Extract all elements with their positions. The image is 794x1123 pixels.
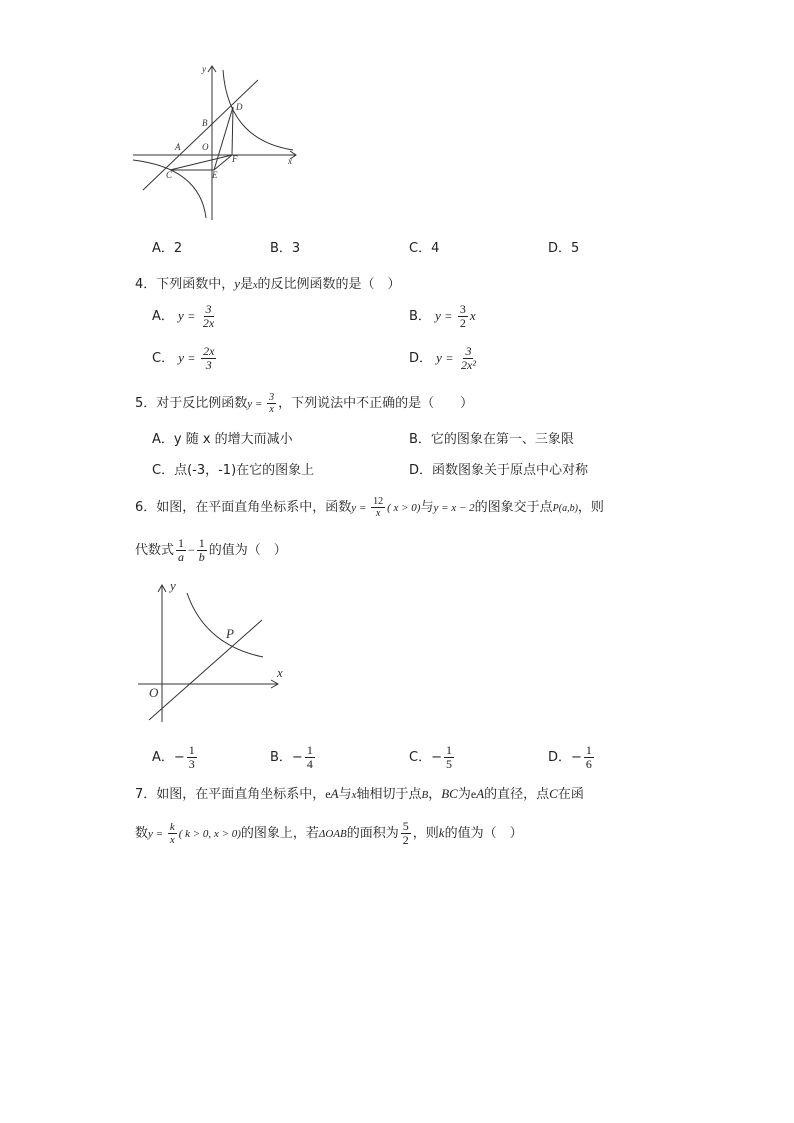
q5-option-b: B．它的图象在第一、三象限 — [409, 432, 574, 447]
label-x: x — [288, 156, 292, 166]
q3-option-d: D．5 — [548, 241, 580, 256]
q7-t5: 的直径，点 — [484, 787, 550, 802]
q7-c1: C — [549, 786, 558, 801]
q4-option-d — [409, 345, 480, 372]
q5-den: x — [269, 404, 274, 415]
line-cd — [143, 80, 258, 190]
label-O: O — [202, 142, 209, 152]
q7-k: k — [438, 825, 445, 840]
q5-option-d: D．函数图象关于原点中心对称 — [409, 463, 589, 478]
figure-hyperbola-line — [128, 60, 303, 225]
q4-c-fraction — [201, 345, 216, 372]
q4-a-label: A． — [152, 309, 174, 324]
q4-stem-y: y — [234, 276, 241, 291]
q6-fraction — [371, 496, 385, 519]
q6-d-num: 1 — [585, 743, 592, 757]
segment-de — [214, 107, 233, 170]
q4-stem-x: x — [253, 280, 258, 291]
q6-b-den: 4 — [306, 757, 313, 771]
q4-b-num: 3 — [459, 302, 466, 316]
q5-fn: y = — [247, 398, 266, 410]
q6-f1-den: a — [178, 550, 185, 564]
q6-f2 — [197, 537, 207, 564]
hyperbola-first-quadrant — [223, 70, 293, 150]
q4-option-c — [152, 345, 218, 372]
q6-cond: ( x > 0) — [387, 502, 421, 514]
label-E: E — [212, 170, 218, 180]
q6-f2-den: b — [198, 550, 205, 564]
q6-f1-num: 1 — [178, 536, 185, 550]
q6-line2-end: 的值为（ ） — [208, 543, 287, 558]
q4-b-den: 2 — [459, 316, 466, 330]
line-y-x-minus-2 — [149, 620, 262, 720]
q5-num: 3 — [269, 392, 275, 403]
q6-b-fraction — [305, 744, 315, 771]
q7-cond: ( k > 0, x > 0) — [178, 828, 241, 840]
q7-x1: x — [351, 789, 357, 801]
q4-a-num: 3 — [205, 302, 212, 316]
q7-b1: B — [421, 789, 429, 801]
q4-option-a — [152, 303, 218, 330]
q7-a1: A — [330, 786, 339, 801]
q6-f2-num: 1 — [198, 536, 205, 550]
q6-stem-line2 — [135, 537, 287, 564]
q6-a-num: 1 — [188, 743, 195, 757]
q4-c-label: C． — [152, 351, 175, 366]
q5-stem — [135, 392, 473, 415]
q6-fn: y = — [351, 502, 370, 514]
q6-tail: ，则 — [577, 500, 604, 515]
q6-b-num: 1 — [306, 743, 313, 757]
hyperbola-curve — [187, 593, 263, 657]
q6-d-label: D．− — [548, 750, 582, 765]
q3-option-b: B．3 — [270, 241, 301, 256]
q6-c-label: C．− — [409, 750, 442, 765]
q5-stem-start: 5．对于反比例函数 — [135, 396, 248, 411]
q7-t8: 的面积为 — [346, 826, 399, 841]
q6-a-label: A．− — [152, 750, 185, 765]
q7-t10: 的值为（ ） — [444, 826, 523, 841]
q7-num: k — [169, 821, 175, 833]
label-B: B — [202, 118, 208, 128]
q4-stem-num: 4．下列函数中， — [135, 277, 235, 292]
q6-point: P(a,b) — [552, 503, 578, 514]
q7-area-den: 2 — [402, 833, 409, 847]
q6-line1-start: 6．如图，在平面直角坐标系中，函数 — [135, 500, 352, 515]
q4-c-den: 3 — [205, 358, 212, 372]
q5-fraction — [267, 392, 276, 415]
label-y: y — [170, 578, 176, 593]
segment-df — [232, 107, 233, 155]
q6-num: 12 — [373, 496, 384, 507]
q6-den: x — [375, 508, 381, 519]
q7-den: x — [169, 834, 175, 846]
q4-c-y: y — [178, 350, 184, 365]
q7-t7: 的图象上，若 — [240, 826, 319, 841]
q6-option-b — [270, 744, 317, 771]
q6-stem-line1 — [135, 496, 604, 519]
q7-bc: BC — [441, 786, 458, 801]
label-x: x — [277, 665, 283, 680]
q6-d-fraction — [584, 744, 594, 771]
q7-tri: ΔOAB — [318, 828, 347, 840]
q4-d-eq: = — [446, 351, 453, 365]
q7-circ2: e — [470, 787, 477, 801]
label-F: F — [232, 154, 238, 164]
q7-t1: 与 — [338, 787, 352, 802]
q6-b-label: B．− — [270, 750, 303, 765]
q4-stem-mid: 是 — [240, 277, 254, 292]
q3-option-a: A．2 — [152, 241, 183, 256]
q7-area-num: 5 — [402, 819, 409, 833]
q6-fn2: y = x − 2 — [433, 502, 475, 514]
q7-t4: 为 — [457, 787, 471, 802]
q7-stem-line2 — [135, 820, 523, 847]
q7-stem-line1 — [135, 785, 584, 804]
q5-stem-end: ，下列说法中不正确的是（ ） — [278, 396, 474, 411]
q7-t3: ， — [428, 787, 442, 802]
q7-t2: 轴相切于点 — [356, 787, 422, 802]
q7-area-fraction — [401, 820, 411, 847]
q6-a-fraction — [187, 744, 197, 771]
q4-d-fraction — [459, 345, 478, 372]
q6-f1 — [176, 537, 186, 564]
q5-option-a: A．y 随 x 的增大而减小 — [152, 432, 293, 447]
q6-option-d — [548, 744, 596, 771]
q4-d-den: 2x² — [461, 358, 476, 372]
q4-a-y: y — [178, 308, 184, 323]
figure-hyperbola-intersection — [135, 575, 295, 725]
q4-b-eq: = — [444, 309, 452, 323]
q4-option-b — [409, 303, 476, 330]
q7-fraction — [168, 821, 177, 846]
q6-line2-start: 代数式 — [135, 543, 175, 558]
q4-d-label: D． — [409, 351, 433, 366]
q7-t6: 在函 — [557, 787, 584, 802]
q4-c-eq: = — [188, 351, 195, 365]
q6-end: 的图象交于点 — [474, 500, 553, 515]
q3-option-c: C．4 — [409, 241, 440, 256]
q6-c-den: 5 — [445, 757, 452, 771]
q4-b-tail: x — [469, 308, 476, 323]
q6-c-fraction — [444, 744, 454, 771]
label-D: D — [236, 102, 243, 112]
q6-c-num: 1 — [445, 743, 452, 757]
q4-a-eq: = — [187, 309, 195, 323]
q4-a-den: 2x — [202, 316, 215, 330]
q4-d-num: 3 — [465, 344, 472, 358]
q4-b-y: y — [435, 308, 441, 323]
label-y: y — [202, 64, 206, 74]
q7-circ1: e — [325, 787, 331, 801]
label-O: O — [149, 685, 159, 700]
q4-c-num: 2x — [203, 344, 215, 358]
q6-a-den: 3 — [188, 757, 195, 771]
q4-b-label: B． — [409, 309, 431, 324]
q6-minus: − — [188, 543, 195, 557]
q4-a-fraction — [201, 303, 216, 330]
q7-fn: y = — [148, 828, 166, 840]
label-A: A — [175, 142, 181, 152]
q4-stem-end: 的反比例函数的是（ ） — [257, 277, 401, 292]
q7-line1: 7．如图，在平面直角坐标系中， — [135, 787, 326, 802]
q4-stem — [135, 275, 401, 295]
q4-b-fraction — [458, 303, 468, 330]
q7-a2: A — [476, 786, 485, 801]
q4-d-y: y — [436, 350, 442, 365]
q6-d-den: 6 — [585, 757, 592, 771]
q5-option-c: C．点(-3，-1)在它的图象上 — [152, 463, 315, 478]
label-P: P — [226, 626, 234, 641]
q6-option-a — [152, 744, 199, 771]
label-C: C — [166, 170, 173, 180]
q6-mid: 与 — [420, 500, 434, 515]
q7-t9: ，则 — [412, 826, 439, 841]
q6-option-c — [409, 744, 456, 771]
q7-line2-start: 数 — [135, 826, 149, 841]
